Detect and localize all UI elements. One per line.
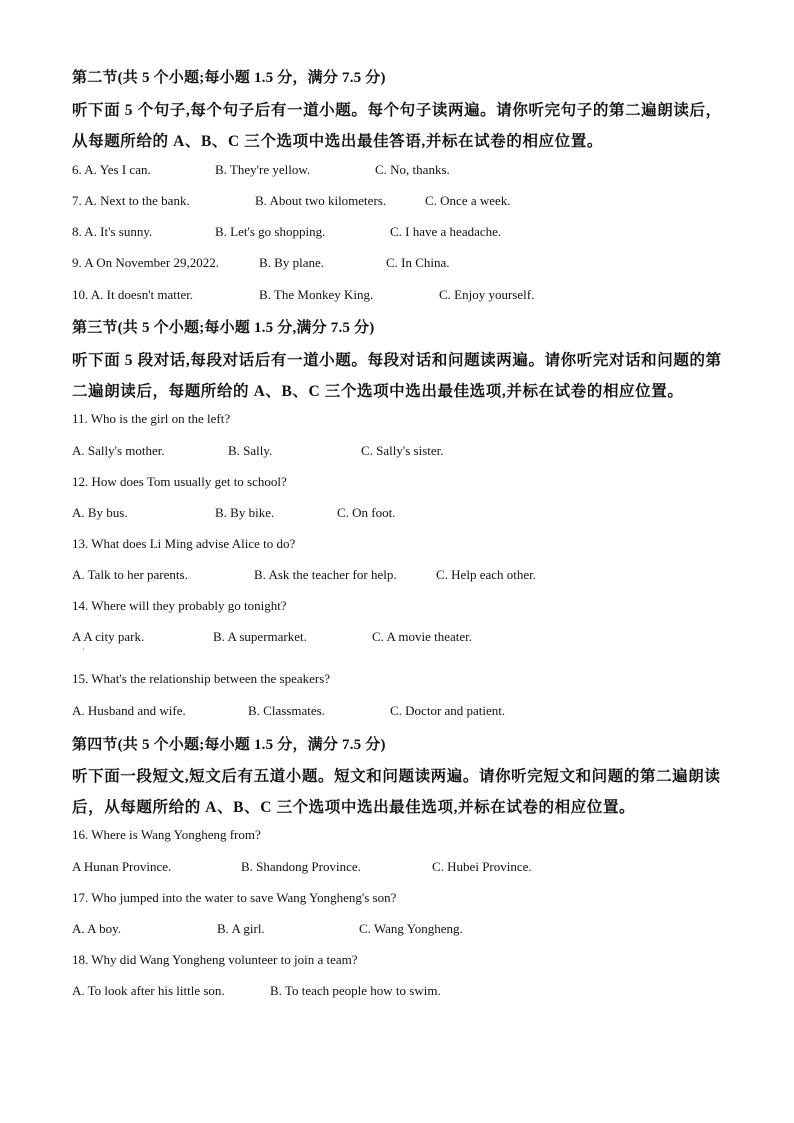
question-12-option-c: C. On foot.: [337, 505, 396, 520]
item-7-option-a: 7. A. Next to the bank.: [72, 193, 190, 208]
section4-instructions-line1: 听下面一段短文,短文后有五道小题。短文和问题读两遍。请你听完短文和问题的第二遍朗读: [72, 768, 721, 785]
question-17-option-b: B. A girl.: [217, 921, 265, 936]
item-8-option-b: B. Let's go shopping.: [215, 224, 326, 239]
stray-dot-mark: ·: [82, 645, 85, 654]
question-17: 17. Who jumped into the water to save Wang Yongheng's son?: [72, 890, 397, 905]
item-9-option-b: B. By plane.: [259, 255, 324, 270]
item-7-option-c: C. Once a week.: [425, 193, 511, 208]
question-14-option-a: A A city park.: [72, 629, 145, 644]
question-13-option-a: A. Talk to her parents.: [72, 567, 188, 582]
question-13-option-c: C. Help each other.: [436, 567, 536, 582]
question-13-option-b: B. Ask the teacher for help.: [254, 567, 397, 582]
item-8-option-c: C. I have a headache.: [390, 224, 502, 239]
item-9-option-a: 9. A On November 29,2022.: [72, 255, 219, 270]
item-10-option-c: C. Enjoy yourself.: [439, 287, 535, 302]
section3-instructions-line1: 听下面 5 段对话,每段对话后有一道小题。每段对话和问题读两遍。请你听完对话和问题的第: [72, 352, 722, 369]
question-16-option-c: C. Hubei Province.: [432, 859, 532, 874]
question-17-option-a: A. A boy.: [72, 921, 121, 936]
question-11-option-b: B. Sally.: [228, 443, 273, 458]
question-11: 11. Who is the girl on the left?: [72, 411, 231, 426]
section2-heading: 第二节(共 5 个小题;每小题 1.5 分，满分 7.5 分): [72, 70, 386, 86]
question-15-option-c: C. Doctor and patient.: [390, 703, 506, 718]
question-11-option-c: C. Sally's sister.: [361, 443, 444, 458]
item-8-option-a: 8. A. It's sunny.: [72, 224, 153, 239]
question-15-option-a: A. Husband and wife.: [72, 703, 186, 718]
question-12-option-b: B. By bike.: [215, 505, 275, 520]
question-15-option-b: B. Classmates.: [248, 703, 325, 718]
item-7-option-b: B. About two kilometers.: [255, 193, 387, 208]
question-17-option-c: C. Wang Yongheng.: [359, 921, 463, 936]
item-9-option-c: C. In China.: [386, 255, 450, 270]
question-13: 13. What does Li Ming advise Alice to do?: [72, 536, 296, 551]
item-6-option-b: B. They're yellow.: [215, 162, 311, 177]
question-12-option-a: A. By bus.: [72, 505, 128, 520]
section4-heading: 第四节(共 5 个小题;每小题 1.5 分，满分 7.5 分): [72, 737, 386, 753]
question-16: 16. Where is Wang Yongheng from?: [72, 827, 261, 842]
section3-instructions-line2: 二遍朗读后，每题所给的 A、B、C 三个选项中选出最佳选项,并标在试卷的相应位置。: [72, 383, 684, 400]
section3-heading: 第三节(共 5 个小题;每小题 1.5 分,满分 7.5 分): [72, 320, 375, 336]
question-12: 12. How does Tom usually get to school?: [72, 474, 287, 489]
question-18-option-a: A. To look after his little son.: [72, 983, 225, 998]
section2-instructions-line2: 从每题所给的 A、B、C 三个选项中选出最佳答语,并标在试卷的相应位置。: [72, 133, 603, 150]
item-6-option-c: C. No, thanks.: [375, 162, 450, 177]
question-15: 15. What's the relationship between the speakers?: [72, 671, 331, 686]
item-6-option-a: 6. A. Yes I can.: [72, 162, 151, 177]
question-16-option-b: B. Shandong Province.: [241, 859, 361, 874]
question-14: 14. Where will they probably go tonight?: [72, 598, 287, 613]
question-16-option-a: A Hunan Province.: [72, 859, 172, 874]
section4-instructions-line2: 后，从每题所给的 A、B、C 三个选项中选出最佳选项,并标在试卷的相应位置。: [72, 799, 636, 816]
item-10-option-a: 10. A. It doesn't matter.: [72, 287, 194, 302]
question-18-option-b: B. To teach people how to swim.: [270, 983, 441, 998]
item-10-option-b: B. The Monkey King.: [259, 287, 374, 302]
question-18: 18. Why did Wang Yongheng volunteer to join a team?: [72, 952, 358, 967]
section2-instructions-line1: 听下面 5 个句子,每个句子后有一道小题。每个句子读两遍。请你听完句子的第二遍朗读后，: [72, 102, 722, 119]
question-14-option-b: B. A supermarket.: [213, 629, 307, 644]
question-14-option-c: C. A movie theater.: [372, 629, 473, 644]
question-11-option-a: A. Sally's mother.: [72, 443, 165, 458]
